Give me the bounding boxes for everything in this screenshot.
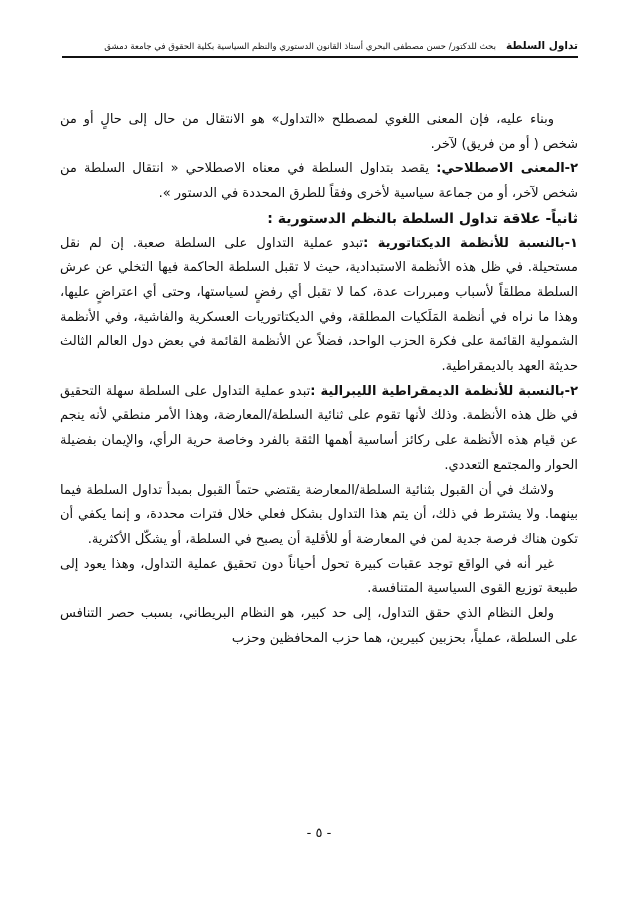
header-subtitle: بحث للدكتور/ حسن مصطفى البحري أستاذ القانون الدستوري والنظم السياسية بكلية الحقوق في جامعة دمشق [104,42,496,52]
document-body [60,108,578,651]
paragraph-obstacles: غير أنه في الواقع توجد عقبات كبيرة تحول أحياناً دون تحقيق عملية التداول، وهذا يعود إلى طبيعة توزيع القوى السياسية المتنافسة. [60,556,578,597]
text-dictatorial: تبدو عملية التداول على السلطة صعبة. إن لم نقل مستحيلة. في ظل هذه الأنظمة الاستبدادية، حيث لا تقبل السلطة الحاكمة فيها التخلي عن عرش السلطة مطلقاً لأسباب ومبررات عدة، كما لا تقبل أي رفضٍ لسياستها، وحتى أي اعتراضٍ عليها، وهذا ما نراه في أنظمة المَلَكيات المطلقة، وفي الديكتاتوريات العسكرية والفاشية، وفي الأنظمة الشمولية القائمة على فكرة الحزب الواحد، فضلاً عن الأنظمة القائمة في بعض دول العالم الثالث حديثة العهد بالديمقراطية. [60,235,578,375]
text-liberal: تبدو عملية التداول على السلطة سهلة التحقيق في ظل هذه الأنظمة. وذلك لأنها تقوم على ثنائية السلطة/المعارضة، وهذا الأمر منطقي لأنه ينجم عن قيام هذه الأنظمة على ركائز أساسية أهمها الثقة بالفرد وخاصة حرية الرأي، والإيمان بفضيلة الحوار والمجتمع التعددي. [60,383,578,473]
label-liberal: ٢-بالنسبة للأنظمة الديمقراطية الليبرالية : [310,383,578,399]
paragraph-linguistic-meaning: وبناء عليه، فإن المعنى اللغوي لمصطلح «التداول» هو الانتقال من حال إلى حالٍ أو من شخص ( أو من فريق) لآخر. [60,112,578,152]
text-technical-meaning: يقصد بتداول السلطة في معناه الاصطلاحي « انتقال السلطة من شخص لآخر، أو من جماعة سياسية لأخرى وفقاً للطرق المحددة في الدستور ». [60,161,578,202]
section-heading: ثانياً- علاقة تداول السلطة بالنظم الدستورية : [267,210,578,227]
page-number: - ٥ - [306,826,332,841]
paragraph-liberal-democracies [60,380,578,479]
paragraph-power-opposition: ولاشك في أن القبول بثنائية السلطة/المعارضة يقتضي حتماً القبول بمبدأ تداول السلطة فيما بينهما. ولا يشترط في ذلك، أن يتم هذا التداول بشكل فعلي خلال فترات محددة، و إنما يكفي أن تكون هناك فرصة جدية لمن في المعارضة أو للأقلية أن يصبح في السلطة، أو يشكّل الأكثرية. [60,482,578,547]
paragraph-british-system: ولعل النظام الذي حقق التداول، إلى حد كبير، هو النظام البريطاني، بسبب حصر التنافس على السلطة، عملياً، بحزبين كبيرين، هما حزب المحافظين وحزب [60,606,578,646]
label-technical-meaning: ٢-المعنى الاصطلاحي: [436,161,578,177]
page-header [62,40,578,52]
label-dictatorial: ١-بالنسبة للأنظمة الديكتاتورية : [363,235,578,251]
paragraph-technical-meaning [60,157,578,206]
paragraph-dictatorial-regimes [60,232,578,380]
header-title: تداول السلطة [505,40,578,52]
header-divider [62,56,578,58]
